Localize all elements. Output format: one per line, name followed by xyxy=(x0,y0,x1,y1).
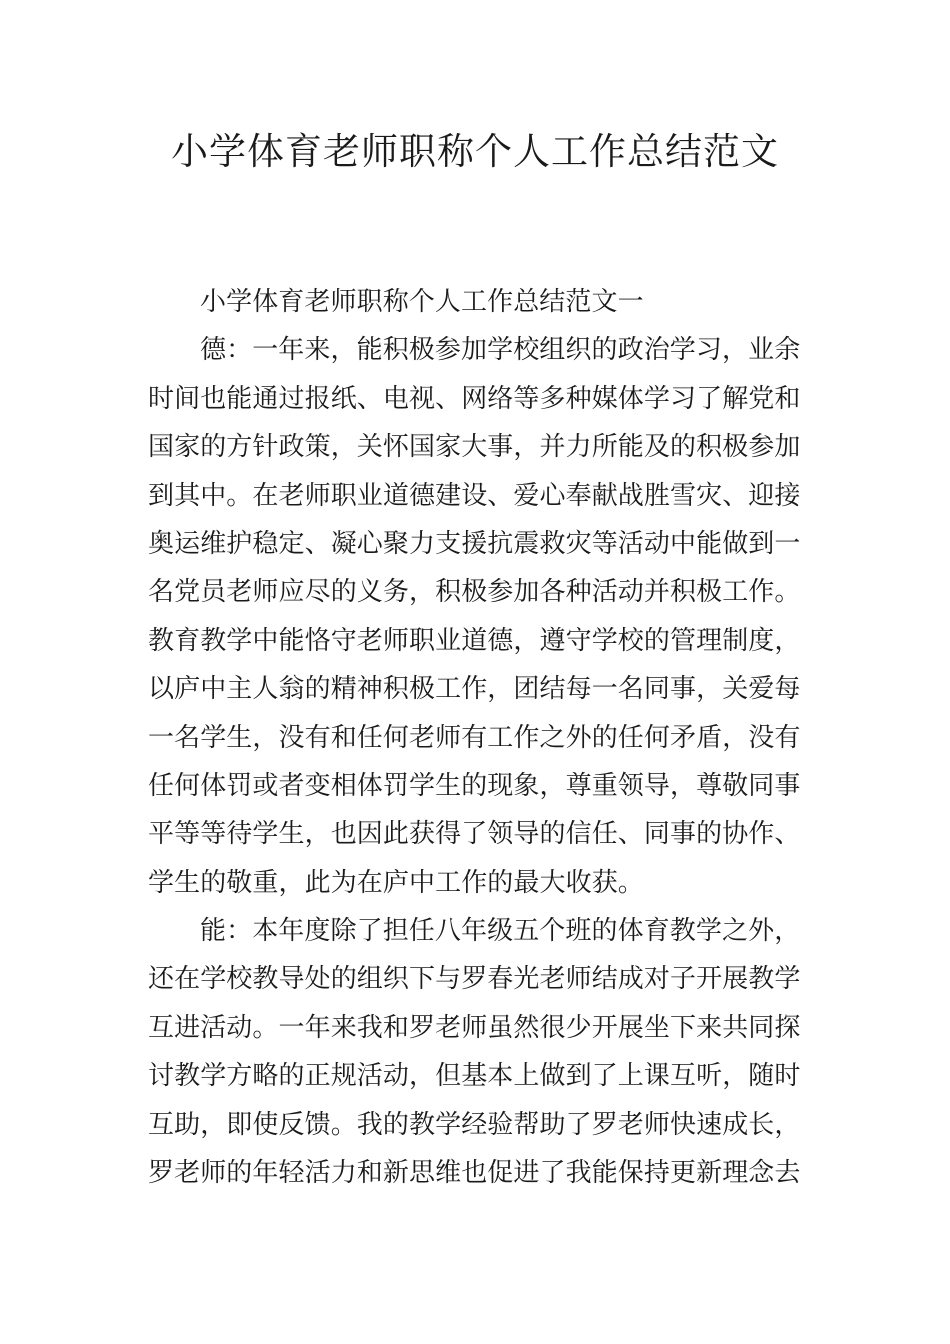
text-line: 互进活动。一年来我和罗老师虽然很少开展坐下来共同探 xyxy=(148,1012,801,1043)
text-line: 能：本年度除了担任八年级五个班的体育教学之外， xyxy=(200,916,801,947)
document-title: 小学体育老师职称个人工作总结范文 xyxy=(171,130,779,173)
text-line: 时间也能通过报纸、电视、网络等多种媒体学习了解党和 xyxy=(148,383,801,414)
text-line: 一名学生，没有和任何老师有工作之外的任何矛盾，没有 xyxy=(148,722,801,753)
text-line: 罗老师的年轻活力和新思维也促进了我能保持更新理念去 xyxy=(148,1158,801,1189)
text-line: 互助，即使反馈。我的教学经验帮助了罗老师快速成长， xyxy=(148,1109,801,1140)
document-body xyxy=(148,278,818,1197)
text-line: 小学体育老师职称个人工作总结范文一 xyxy=(200,287,644,317)
text-line: 德：一年来，能积极参加学校组织的政治学习，业余 xyxy=(200,335,801,366)
text-line: 教育教学中能恪守老师职业道德，遵守学校的管理制度， xyxy=(148,625,801,656)
text-line: 国家的方针政策，关怀国家大事，并力所能及的积极参加 xyxy=(148,432,801,463)
text-line: 以庐中主人翁的精神积极工作，团结每一名同事，关爱每 xyxy=(148,674,801,705)
text-line: 名党员老师应尽的义务，积极参加各种活动并积极工作。 xyxy=(148,577,801,608)
text-line: 讨教学方略的正规活动，但基本上做到了上课互听，随时 xyxy=(148,1061,801,1092)
text-line: 平等等待学生，也因此获得了领导的信任、同事的协作、 xyxy=(148,819,801,850)
text-line: 奥运维护稳定、凝心聚力支援抗震救灾等活动中能做到一 xyxy=(148,528,801,559)
text-line: 任何体罚或者变相体罚学生的现象，尊重领导，尊敬同事 xyxy=(148,770,801,801)
text-line: 到其中。在老师职业道德建设、爱心奉献战胜雪灾、迎接 xyxy=(148,480,801,511)
text-line: 还在学校教导处的组织下与罗春光老师结成对子开展教学 xyxy=(148,964,801,995)
text-line: 学生的敬重，此为在庐中工作的最大收获。 xyxy=(148,867,644,898)
